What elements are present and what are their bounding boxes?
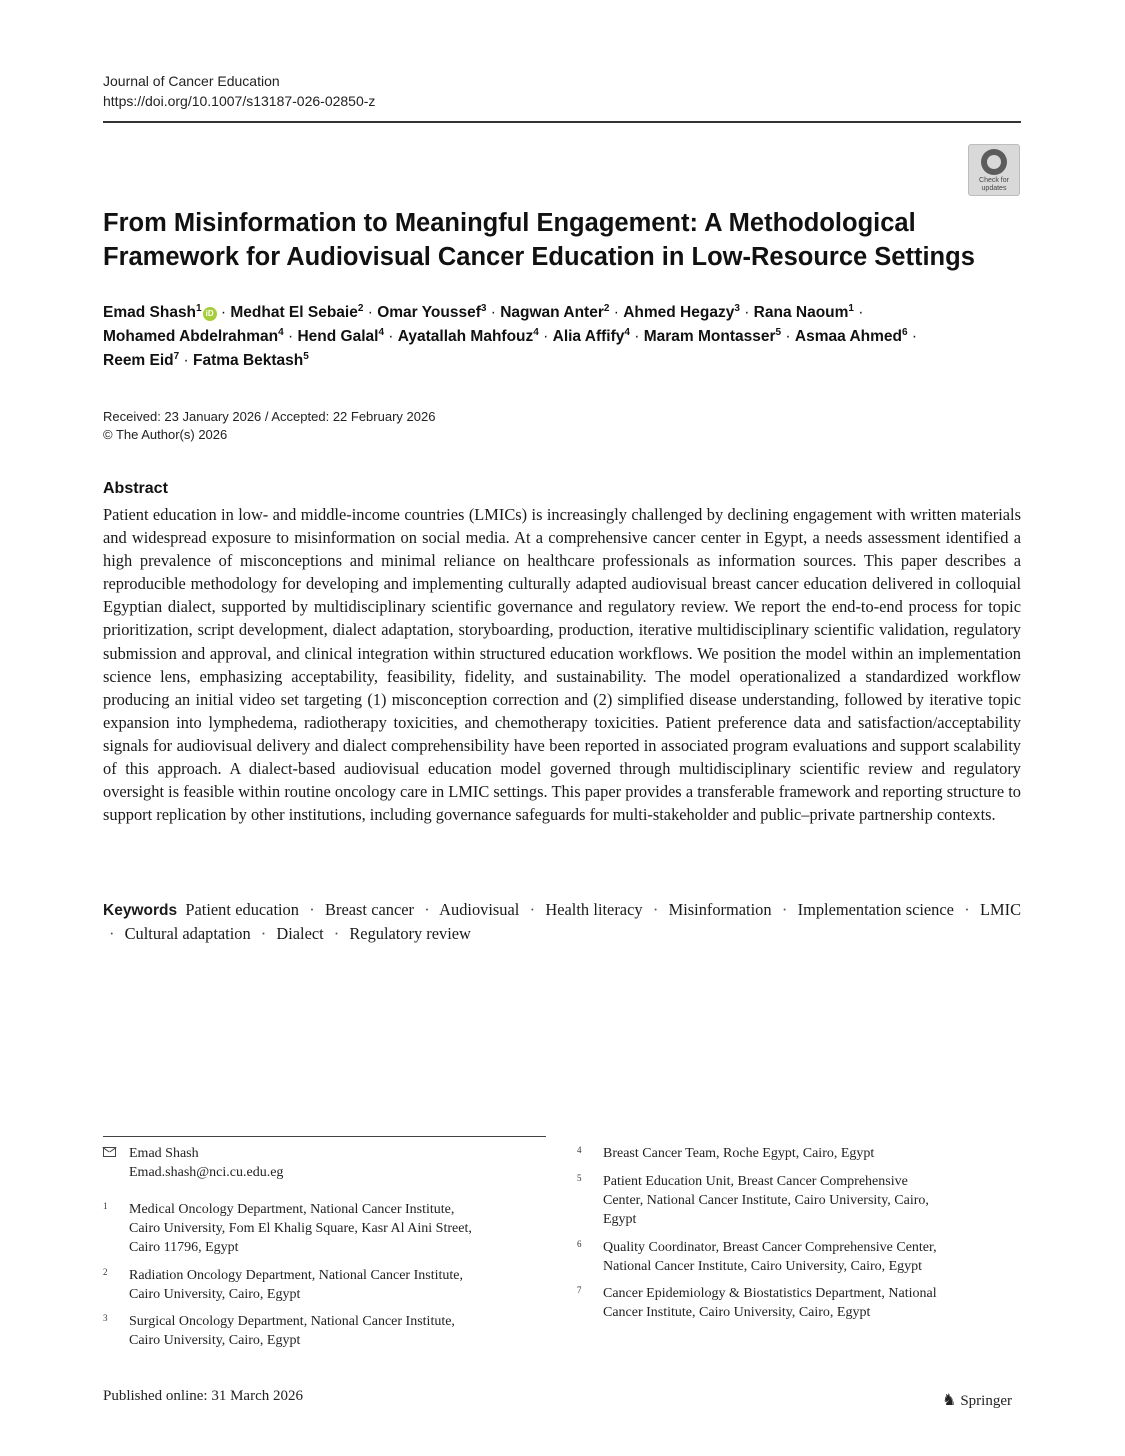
author-affiliation: 7 xyxy=(173,351,180,362)
author-list xyxy=(103,301,1003,373)
keyword: Audiovisual xyxy=(439,900,520,919)
author: Ayatallah Mahfouz xyxy=(397,328,534,345)
received-accepted: Received: 23 January 2026 / Accepted: 22 February 2026 xyxy=(103,409,436,424)
author-separator: · xyxy=(739,304,754,321)
author: Hend Galal xyxy=(297,328,379,345)
springer-horse-icon: ♞ xyxy=(942,1392,957,1409)
author: Fatma Bektash xyxy=(192,352,304,369)
keyword-separator: · xyxy=(964,900,970,919)
correspondence xyxy=(103,1144,543,1182)
affiliation-line: National Cancer Institute, Cairo University, Cairo, Egypt xyxy=(603,1259,923,1274)
affiliation-2 xyxy=(103,1266,543,1304)
author-separator: · xyxy=(907,328,918,345)
keyword-separator: · xyxy=(309,900,315,919)
author-separator: · xyxy=(629,328,644,345)
keyword: Regulatory review xyxy=(349,924,471,943)
title-line-1: From Misinformation to Meaningful Engagement: A Methodological xyxy=(103,209,916,237)
author-separator: · xyxy=(781,328,795,345)
keyword-separator: · xyxy=(529,900,536,919)
author-separator: · xyxy=(853,304,864,321)
author-separator: · xyxy=(384,328,398,345)
author: Reem Eid xyxy=(103,352,174,369)
author-affiliation: 5 xyxy=(775,327,782,338)
affiliation-5 xyxy=(577,1172,1021,1229)
author-affiliation: 4 xyxy=(378,327,384,338)
journal-header xyxy=(103,71,375,111)
author-affiliation: 3 xyxy=(734,303,740,314)
author: Alia Affify xyxy=(552,328,625,345)
keyword: Implementation science xyxy=(797,900,954,919)
keyword: Cultural adaptation xyxy=(124,924,251,943)
affiliation-1 xyxy=(103,1200,543,1257)
affiliation-line: Cancer Institute, Cairo University, Cairo, Egypt xyxy=(603,1305,871,1320)
affiliation-number: 3 xyxy=(103,1313,108,1323)
keywords xyxy=(103,898,1021,945)
author-affiliation: 4 xyxy=(533,327,539,338)
author-affiliation: 2 xyxy=(603,303,610,314)
doi-link[interactable]: https://doi.org/10.1007/s13187-026-02850-z xyxy=(103,93,376,109)
author: Ahmed Hegazy xyxy=(623,304,735,321)
publisher-name: Springer xyxy=(960,1393,1013,1409)
keyword-separator: · xyxy=(652,900,659,919)
author-separator: · xyxy=(216,304,231,321)
affiliation-line: Cancer Epidemiology & Biostatistics Department, National xyxy=(603,1286,937,1301)
affiliation-line: Cairo 11796, Egypt xyxy=(129,1240,239,1255)
keyword: LMIC xyxy=(980,900,1022,919)
keyword: Dialect xyxy=(276,924,324,943)
author: Asmaa Ahmed xyxy=(794,328,902,345)
affiliation-line: Breast Cancer Team, Roche Egypt, Cairo, Egypt xyxy=(603,1146,875,1161)
affiliation-number: 5 xyxy=(577,1173,582,1183)
published-online: Published online: 31 March 2026 xyxy=(103,1388,303,1404)
keyword-separator: · xyxy=(109,924,115,943)
author-affiliation: 2 xyxy=(357,303,364,314)
check-badge-line2: updates xyxy=(981,185,1007,192)
affiliation-line: Egypt xyxy=(603,1212,637,1227)
author-affiliation: 4 xyxy=(624,327,630,338)
author-separator: · xyxy=(363,304,378,321)
affiliation-line: Cairo University, Cairo, Egypt xyxy=(129,1333,301,1348)
author: Mohamed Abdelrahman xyxy=(103,328,279,345)
title-line-2: Framework for Audiovisual Cancer Education in Low-Resource Settings xyxy=(103,243,975,271)
envelope-icon xyxy=(103,1147,116,1157)
abstract-heading: Abstract xyxy=(103,480,168,497)
author: Emad Shash xyxy=(103,304,197,321)
keyword-separator: · xyxy=(424,900,430,919)
author-separator: · xyxy=(609,304,624,321)
author: Medhat El Sebaie xyxy=(230,304,358,321)
check-badge-line1: Check for xyxy=(979,177,1009,184)
keyword: Health literacy xyxy=(545,900,643,919)
author-separator: · xyxy=(179,352,193,369)
affiliation-6 xyxy=(577,1238,1021,1276)
check-for-updates-badge[interactable] xyxy=(968,144,1020,196)
keywords-heading: Keywords xyxy=(103,902,178,919)
correspondence-name: Emad Shash xyxy=(129,1146,199,1161)
affiliation-number: 6 xyxy=(577,1239,582,1249)
correspondence-email[interactable]: Emad.shash@nci.cu.edu.eg xyxy=(129,1165,284,1180)
affiliation-number: 2 xyxy=(103,1267,108,1277)
author-affiliation: 6 xyxy=(901,327,908,338)
affiliation-line: Center, National Cancer Institute, Cairo University, Cairo, xyxy=(603,1193,929,1208)
abstract-text: Patient education in low- and middle-income countries (LMICs) is increasingly challenged by declining engagement with written materials and widespread exposure to misinformation on social media. At a comprehensive cancer center in Egypt, a needs assessment identified a high prevalence of misconceptions and minimal reliance on healthcare professionals as information sources. This paper describes a reproducible methodology for developing and implementing culturally adapted audiovisual breast cancer education delivered in colloquial Egyptian dialect, supported by multidisciplinary scientific governance and regulatory review. We report the end-to-end process for topic prioritization, script development, dialect adaptation, storyboarding, production, iterative multidisciplinary scientific validation, regulatory submission and approval, and clinical integration within structured education workflows. We position the model within an implementation science lens, emphasizing acceptability, feasibility, fidelity, and sustainability. The model operationalized a standardized workflow producing an initial video set targeting (1) misconception correction and (2) simplified disease understanding, followed by iterative topic expansion into lymphedema, radiotherapy toxicities, and chemotherapy toxicities. Patient preference data and satisfaction/acceptability signals for audiovisual delivery and dialect comprehensibility have been reported in associated program evaluations and support scalability of this approach. A dialect-based audiovisual education model governed through multidisciplinary scientific review and regulatory oversight is feasible within routine oncology care in LMIC settings. This paper provides a transferable framework and reporting structure to support replication by other institutions, including governance safeguards for multi-stakeholder and public–private partnership contexts. xyxy=(103,505,1021,825)
affiliation-line: Radiation Oncology Department, National Cancer Institute, xyxy=(129,1268,463,1283)
keyword: Misinformation xyxy=(668,900,772,919)
affiliation-7 xyxy=(577,1284,1021,1322)
author: Maram Montasser xyxy=(643,328,776,345)
author-affiliation: 1 xyxy=(848,303,854,314)
author-affiliation: 5 xyxy=(303,351,309,362)
keyword-separator: · xyxy=(333,924,340,943)
affiliation-number: 4 xyxy=(577,1145,582,1155)
affiliation-number: 7 xyxy=(577,1285,582,1295)
author: Rana Naoum xyxy=(753,304,849,321)
author-separator: · xyxy=(486,304,501,321)
author-separator: · xyxy=(283,328,298,345)
affiliation-number: 1 xyxy=(103,1201,108,1211)
affiliation-line: Quality Coordinator, Breast Cancer Comprehensive Center, xyxy=(603,1240,937,1255)
journal-name: Journal of Cancer Education xyxy=(103,73,280,89)
author-separator: · xyxy=(538,328,553,345)
affiliation-line: Cairo University, Fom El Khalig Square, Kasr Al Aini Street, xyxy=(129,1221,472,1236)
affiliation-line: Medical Oncology Department, National Cancer Institute, xyxy=(129,1202,455,1217)
publisher-logo xyxy=(942,1390,1012,1410)
affiliation-4 xyxy=(577,1144,1021,1163)
copyright: © The Author(s) 2026 xyxy=(103,427,228,442)
keyword: Breast cancer xyxy=(325,900,414,919)
author: Nagwan Anter xyxy=(500,304,604,321)
footnote-rule xyxy=(103,1136,546,1137)
crossmark-icon xyxy=(981,149,1007,175)
author-affiliation: 1 xyxy=(196,303,202,314)
affiliation-line: Surgical Oncology Department, National Cancer Institute, xyxy=(129,1314,455,1329)
article-dates xyxy=(103,408,435,444)
keyword: Patient education xyxy=(185,900,299,919)
author-affiliation: 3 xyxy=(480,303,487,314)
affiliation-line: Cairo University, Cairo, Egypt xyxy=(129,1287,301,1302)
affiliation-3 xyxy=(103,1312,543,1350)
paper-title xyxy=(103,206,983,274)
author: Omar Youssef xyxy=(377,304,481,321)
orcid-icon[interactable]: iD xyxy=(203,307,217,321)
affiliation-line: Patient Education Unit, Breast Cancer Comprehensive xyxy=(603,1174,908,1189)
keyword-separator: · xyxy=(260,924,267,943)
header-rule xyxy=(103,121,1021,123)
keyword-separator: · xyxy=(781,900,788,919)
author-affiliation: 4 xyxy=(278,327,284,338)
